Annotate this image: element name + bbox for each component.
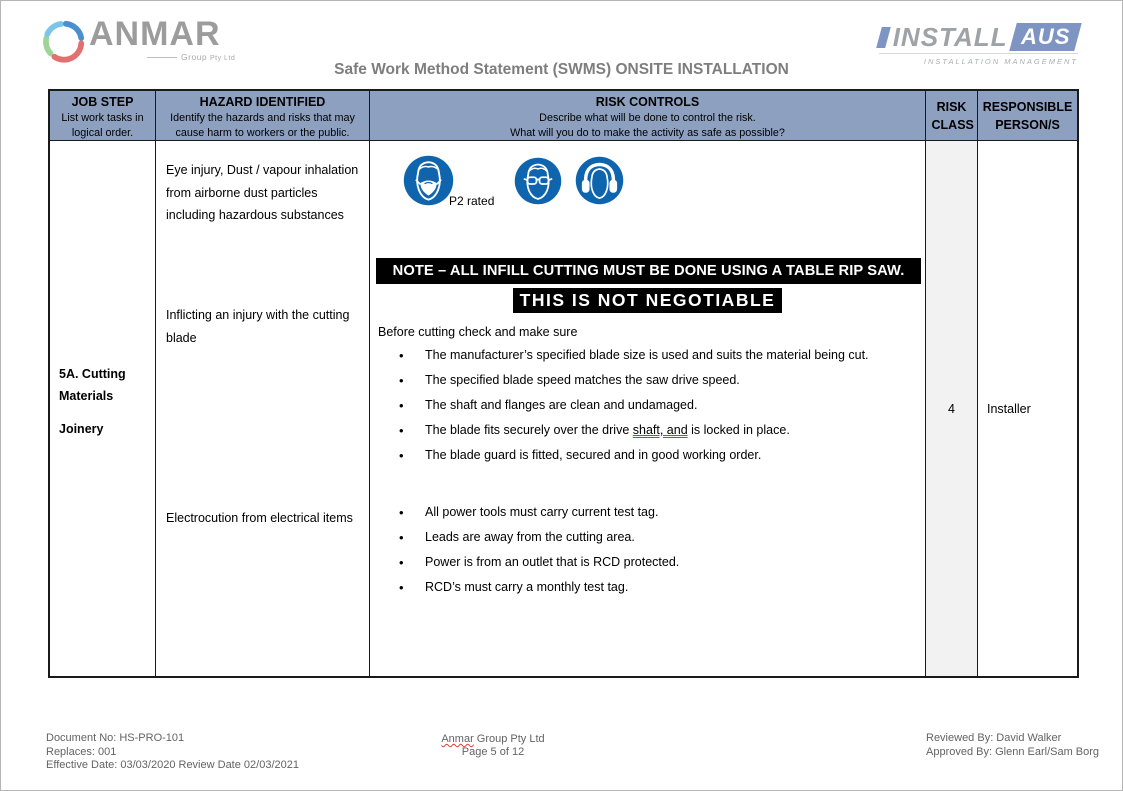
list-item: • All power tools must carry current test tag. <box>370 505 915 521</box>
anmar-name: ANMAR <box>89 15 221 53</box>
job-step-subtitle: Joinery <box>59 422 104 436</box>
footer-approved-by: Approved By: Glenn Earl/Sam Borg <box>926 745 1100 758</box>
risk-class-cell <box>926 141 978 676</box>
list-item: • Power is from an outlet that is RCD protected. <box>370 555 915 571</box>
header-responsible-persons: RESPONSIBLE PERSON/S <box>978 91 1077 141</box>
list-item: • Leads are away from the cutting area. <box>370 530 915 546</box>
hazard-cell <box>156 141 370 676</box>
hazard-item: Eye injury, Dust / vapour inhalation from airborne dust particles including hazardous substances <box>166 163 359 222</box>
anmar-logo <box>41 14 236 64</box>
list-item: • The shaft and flanges are clean and undamaged. <box>370 398 915 414</box>
ear-protection-ppe-icon <box>575 156 624 205</box>
footer-document-info <box>46 732 299 773</box>
installaus-logo <box>879 23 1078 66</box>
anmar-wordmark <box>89 14 236 64</box>
installaus-install-text: INSTALL <box>892 22 1008 52</box>
installaus-tagline: INSTALLATION MANAGEMENT <box>923 57 1078 66</box>
footer-approvals <box>926 732 1099 759</box>
list-item: • The manufacturer’s specified blade size is used and suits the material being cut. <box>370 348 915 364</box>
footer-page-number: Page 5 of 12 <box>461 746 525 758</box>
not-negotiable-banner: THIS IS NOT NEGOTIABLE <box>513 288 783 313</box>
controls-bullet-list-1 <box>370 348 915 473</box>
ppe-p2-rated-label: P2 rated <box>449 194 495 208</box>
footer-reviewed-by: Reviewed By: David Walker <box>926 732 1062 744</box>
anmar-swirl-icon <box>41 18 87 64</box>
dust-mask-ppe-icon <box>403 155 454 206</box>
installaus-aus-badge: AUS <box>1009 23 1082 51</box>
controls-intro-text: Before cutting check and make sure <box>378 325 578 339</box>
header-risk-class: RISK CLASS <box>926 91 978 141</box>
footer-document-no: Document No: HS-PRO-101 <box>46 732 185 744</box>
swms-table <box>48 89 1079 678</box>
hazard-item: Electrocution from electrical items <box>166 511 353 525</box>
list-item: • The blade guard is fitted, secured and in good working order. <box>370 448 915 464</box>
risk-class-value: 4 <box>948 401 955 416</box>
anmar-subtitle-rule <box>147 57 177 58</box>
job-step-cell <box>50 141 156 676</box>
footer-company-page: Anmar Group Pty Ltd Page 5 of 12 <box>381 733 605 759</box>
header-risk-controls: RISK CONTROLS Describe what will be done to control the risk. What will you do to make the activity as safe as possible? <box>370 91 926 141</box>
header-job-step: JOB STEP List work tasks in logical order. <box>50 91 156 141</box>
footer-replaces: Replaces: 001 <box>46 745 117 758</box>
responsible-person-value: Installer <box>987 401 1031 416</box>
list-item: • RCD’s must carry a monthly test tag. <box>370 580 915 596</box>
note-banner: NOTE – ALL INFILL CUTTING MUST BE DONE USING A TABLE RIP SAW. <box>376 258 921 284</box>
risk-controls-cell <box>370 141 926 676</box>
installaus-bar-icon <box>876 27 891 48</box>
list-item: • The specified blade speed matches the saw drive speed. <box>370 373 915 389</box>
header-hazard-identified: HAZARD IDENTIFIED Identify the hazards and risks that may cause harm to workers or the public. <box>156 91 370 141</box>
anmar-subtitle: Group Pty Ltd <box>147 52 235 62</box>
controls-bullet-list-2 <box>370 505 915 605</box>
responsible-person-cell <box>978 141 1077 676</box>
list-item: • The blade fits securely over the drive shaft, and is locked in place. <box>370 423 915 439</box>
footer-company-name: Anmar <box>441 733 474 745</box>
page-title: Safe Work Method Statement (SWMS) ONSITE INSTALLATION <box>334 61 789 78</box>
safety-goggles-ppe-icon <box>514 157 562 205</box>
installaus-rule <box>879 53 1078 54</box>
hazard-item: Inflicting an injury with the cutting blade <box>166 308 350 345</box>
job-step-title: 5A. Cutting Materials <box>59 367 126 403</box>
footer-effective-date: Effective Date: 03/03/2020 Review Date 02/03/2021 <box>46 759 299 771</box>
